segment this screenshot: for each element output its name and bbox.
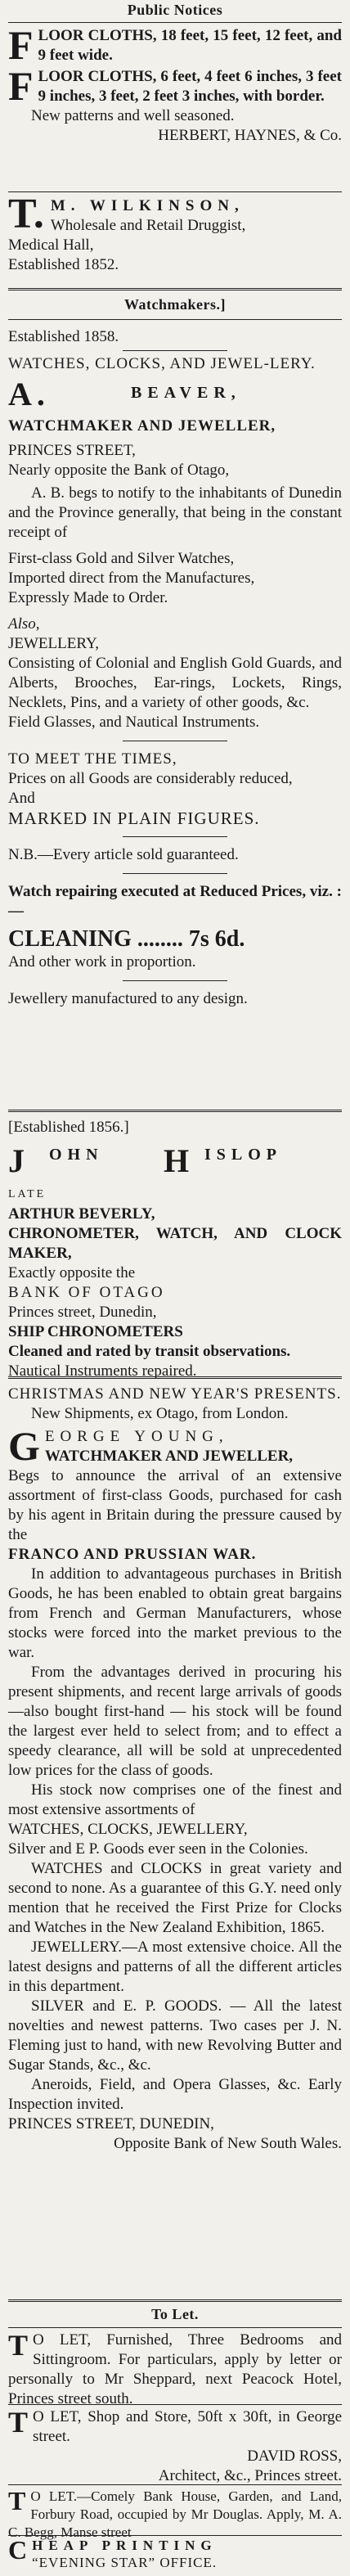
divider (8, 22, 342, 23)
drop-cap: T (8, 2486, 26, 2515)
wilkinson-line-1: Wholesale and Retail Druggist, (50, 217, 246, 234)
wilkinson-name: M. WILKINSON, (50, 197, 245, 214)
divider (8, 1110, 342, 1112)
paragraph-4: His stock now comprises one of the finest and most extensive assortments of (8, 1781, 342, 1818)
to-let-ad-3 (8, 2488, 342, 2542)
drop-cap: T (8, 2406, 29, 2439)
ad2-name: DAVID ROSS, (247, 2448, 342, 2465)
floor-cloths-ad-2 (8, 63, 342, 146)
wilkinson-line-3: Established 1852. (8, 256, 119, 273)
wcj-line: WATCHES, CLOCKS, JEWELLERY, (8, 1821, 248, 1838)
wilkinson-line-2: Medical Hall, (8, 236, 94, 254)
beaver-name-row (8, 377, 342, 417)
jewellery-manufactured-line: Jewellery manufactured to any design. (8, 990, 248, 1007)
drop-cap: A. (8, 376, 50, 412)
young-name: EORGE YOUNG, (44, 1428, 229, 1445)
divider (8, 191, 342, 192)
princes-line: Princes street, Dunedin, (8, 1304, 157, 1321)
name-first: OHN (49, 1146, 104, 1164)
name-last: ISLOP (204, 1146, 283, 1164)
christmas-heading: CHRISTMAS AND NEW YEAR'S PRESENTS. (8, 1385, 342, 1403)
opposite-line: Opposite Bank of New South Wales. (114, 2135, 342, 2152)
marked-line: MARKED IN PLAIN FIGURES. (8, 808, 260, 828)
short-rule (123, 980, 227, 981)
exactly-line: Exactly opposite the (8, 1264, 136, 1281)
also-line: Also, (8, 615, 40, 633)
field-glasses-line: Field Glasses, and Nautical Instruments. (8, 714, 260, 731)
section-heading-public-notices: Public Notices (127, 2, 223, 18)
paragraph-5: WATCHES and CLOCKS in great variety and second to none. As a guarantee of this G.Y. need only mention that he received the First Prize for Clocks and Watches in the New Zealand Exhibition, 1865. (8, 1860, 342, 1936)
drop-cap-h: H (164, 1142, 195, 1179)
ship-line: SHIP CHRONOMETERS (8, 1323, 183, 1340)
cheap-printing-ad (8, 2537, 342, 2574)
to-let-ad-2 (8, 2407, 342, 2486)
divider (8, 288, 342, 290)
drop-cap: T. (8, 191, 44, 237)
other-work-line: And other work in proportion. (8, 953, 196, 971)
cheap-printing: HEAP PRINTING (32, 2538, 218, 2553)
section-heading-watchmakers: Watchmakers.] (124, 296, 226, 313)
divider (8, 2484, 342, 2485)
paragraph-1: Begs to announce the arrival of an extensive assortment of first-class Goods, purchased for cash by his agent in Britain during the pressure caused by the (8, 1467, 342, 1543)
section-heading-to-let: To Let. (151, 2306, 199, 2322)
drop-cap: T (8, 2329, 29, 2362)
divider (8, 319, 342, 320)
trade-line: WATCHMAKER AND JEWELLER, (8, 417, 276, 435)
arthur-line: ARTHUR BEVERLY, (8, 1205, 155, 1223)
patterns-line: New patterns and well seasoned. (31, 107, 235, 124)
ad-title: WATCHES, CLOCKS, AND JEWEL-LERY. (8, 355, 316, 372)
beaver-name: BEAVER, (131, 384, 241, 402)
cleaned-line: Cleaned and rated by transit observations. (8, 1343, 291, 1360)
ad-text: LOOR CLOTHS, 6 feet, 4 feet 6 inches, 3 feet 9 inches, 3 feet, 2 feet 3 inches, with border. (38, 68, 342, 105)
paragraph-8: Aneroids, Field, and Opera Glasses, &c. Early Inspection invited. (8, 2076, 342, 2113)
ad-text: O LET, Furnished, Three Bedrooms and Sittingroom. For particulars, apply by letter or personally to Mr Sheppard, next Peacock Hotel, Princes street south. (8, 2331, 342, 2407)
office-line: “EVENING STAR” OFFICE. (32, 2555, 218, 2570)
to-let-ad-1 (8, 2331, 342, 2409)
short-rule (123, 836, 227, 837)
divider (8, 2327, 342, 2328)
established-line: [Established 1856.] (8, 1119, 129, 1136)
drop-cap: J (8, 1142, 29, 1179)
drop-cap: F (8, 63, 34, 109)
ad-text: O LET.—Comely Bank House, Garden, and Land, Forbury Road, occupied by Mr Douglas. Apply, M. A. C. Begg, Manse street (8, 2488, 342, 2540)
address-line: PRINCES STREET, DUNEDIN, (8, 2115, 214, 2132)
late-line: LATE (8, 1188, 47, 1200)
paragraph-7: SILVER and E. P. GOODS. — All the latest novelties and newest patterns. Two cases per J. N. Fleming just to hand, with new Revolving Butter and Sugar Stands, &c., &c. (8, 1997, 342, 2074)
drop-cap: F (8, 22, 34, 68)
hislop-ad (8, 1118, 342, 1381)
hislop-name-row (8, 1142, 342, 1185)
firm-name: HERBERT, HAYNES, & Co. (158, 127, 342, 144)
ad-text: LOOR CLOTHS, 18 feet, 15 feet, 12 feet, and 9 feet wide. (38, 27, 342, 64)
divider (8, 2535, 342, 2536)
drop-cap: C (8, 2535, 28, 2565)
established-line: Established 1858. (8, 328, 119, 345)
war-line: FRANCO AND PRUSSIAN WAR. (8, 1546, 257, 1563)
intro-paragraph: A. B. begs to notify to the inhabitants of Dunedin and the Province generally, that being in the constant receipt of (8, 484, 342, 541)
young-ad (8, 1385, 342, 2154)
jewellery-heading: JEWELLERY, (8, 635, 100, 652)
divider (8, 2404, 342, 2405)
short-rule (123, 873, 227, 874)
repairing-line: Watch repairing executed at Reduced Prices, viz. :— (8, 883, 342, 920)
prices-line: Prices on all Goods are considerably reduced, (8, 770, 293, 787)
bank-line: BANK OF OTAGO (8, 1284, 165, 1301)
wilkinson-ad (8, 191, 342, 286)
and-line: And (8, 790, 35, 807)
chronometer-line: CHRONOMETER, WATCH, AND CLOCK MAKER, (8, 1225, 342, 1262)
to-meet-line: TO MEET THE TIMES, (8, 750, 177, 768)
trade-line: WATCHMAKER AND JEWELLER, (44, 1448, 294, 1465)
shipments-line: New Shipments, ex Otago, from London. (31, 1405, 289, 1422)
jewellery-description: Consisting of Colonial and English Gold Guards, and Alberts, Brooches, Ear-rings, Lockets, Rings, Necklets, Pins, and a variety of other goods, &c. (8, 655, 342, 711)
silver-line: Silver and E P. Goods ever seen in the Colonies. (8, 1840, 308, 1858)
first-class-line: First-class Gold and Silver Watches, (8, 550, 235, 567)
drop-cap: G (8, 1423, 40, 1469)
expressly-line: Expressly Made to Order. (8, 589, 168, 606)
ad-text: O LET, Shop and Store, 50ft x 30ft, in George street. (33, 2408, 342, 2445)
opposite-line: Nearly opposite the Bank of Otago, (8, 462, 230, 479)
divider (8, 2299, 342, 2302)
imported-line: Imported direct from the Manufactures, (8, 570, 255, 587)
beaver-ad (8, 327, 342, 1009)
floor-cloths-ad-1 (8, 22, 342, 68)
paragraph-2: In addition to advantageous purchases in British Goods, he has been enabled to obtain great bargains from French and German Manufacturers, whose stocks were forced into the market previous to the war. (8, 1565, 342, 1661)
divider (8, 1376, 342, 1379)
paragraph-6: JEWELLERY.—A most extensive choice. All the latest designs and patterns of all the different articles in this department. (8, 1939, 342, 1995)
street-line: PRINCES STREET, (8, 442, 136, 459)
nautical-line: Nautical Instruments repaired. (8, 1362, 197, 1380)
ad2-signature: Architect, &c., Princes street. (158, 2467, 342, 2484)
nb-line: N.B.—Every article sold guaranteed. (8, 846, 239, 863)
cleaning-price: CLEANING ........ 7s 6d. (8, 926, 245, 952)
short-rule (123, 350, 227, 351)
paragraph-3: From the advantages derived in procuring his present shipments, and recent large arrivals of goods—also bought first-hand — his stock will be found the largest ever held to select from; and to effect a speedy clearance, all will be sold at unprecedented low prices for the class of goods. (8, 1664, 342, 1779)
